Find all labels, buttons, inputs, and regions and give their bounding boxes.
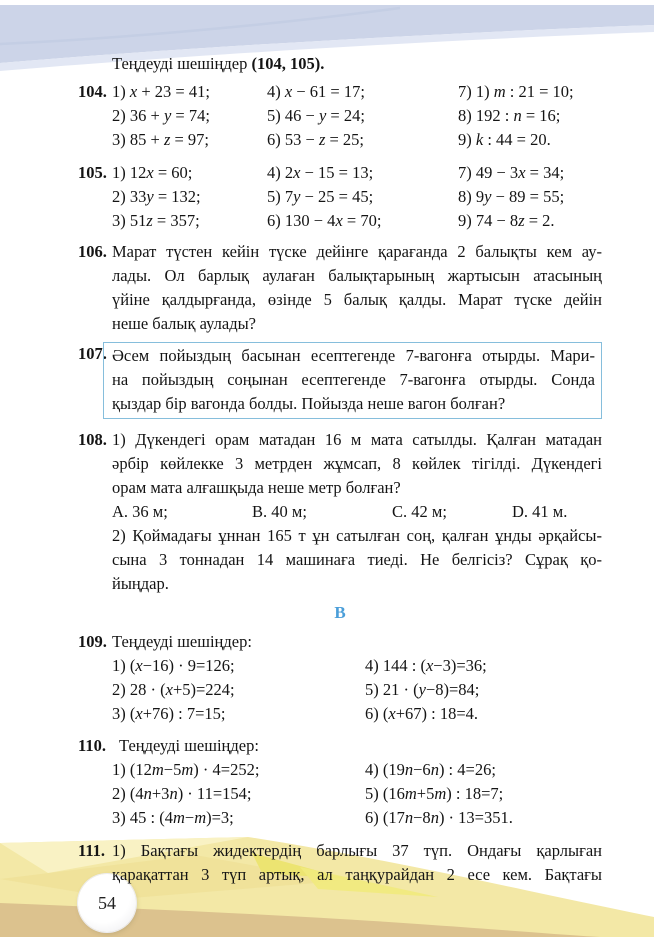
answer-choice: D. 41 м.	[512, 502, 568, 521]
equation-row	[112, 782, 602, 806]
paragraph-line: Марат түстен кейін түске дейінге қарағанда 2 балықты кем ау-	[112, 242, 602, 261]
equation: 3) 45 : (4m−m)=3;	[112, 808, 234, 827]
equation: 7) 1) m : 21 = 10;	[458, 82, 574, 101]
equation: 2) 33y = 132;	[112, 187, 201, 206]
equation: 9) 74 − 8z = 2.	[458, 211, 555, 230]
equation: 3) 85 + z = 97;	[112, 130, 209, 149]
equation-row	[112, 80, 602, 104]
section-header-b: В	[334, 603, 346, 622]
problem-110	[78, 734, 602, 830]
problem-number: 108.	[78, 430, 107, 449]
page-content	[78, 52, 602, 887]
answer-choice: С. 42 м;	[392, 502, 447, 521]
answer-choice: В. 40 м;	[252, 502, 307, 521]
equation-row	[112, 161, 602, 185]
equation: 2) (4n+3n) · 11=154;	[112, 784, 252, 803]
paragraph-line: үйіне қалдырғанда, өзінде 5 балық қалды. Марат түске дейін	[112, 290, 602, 309]
equation: 6) 53 − z = 25;	[267, 130, 364, 149]
problem-105	[78, 161, 602, 233]
equation-row	[112, 806, 602, 830]
equation: 5) 7y − 25 = 45;	[267, 187, 374, 206]
equation: 4) (19n−6n) : 4=26;	[365, 760, 496, 779]
equation: 5) (16m+5m) : 18=7;	[365, 784, 504, 803]
equation: 6) (x+67) : 18=4.	[365, 704, 479, 723]
page-number: 54	[98, 892, 116, 913]
problem-number: 109.	[78, 632, 107, 651]
paragraph-line: Әсем пойыздың басынан есептегенде 7-вагонға отырды. Мари-	[112, 346, 595, 365]
equation: 1) (x−16) · 9=126;	[112, 656, 235, 675]
problem-number: 107.	[78, 344, 107, 363]
problem-108	[78, 428, 602, 596]
equation-row	[112, 209, 602, 233]
equation: 2) 28 · (x+5)=224;	[112, 680, 235, 699]
paragraph-line: сына 3 тоннадан 14 машинаға тиеді. Не белгісіз? Сұрақ қо-	[112, 550, 602, 569]
intro-line	[112, 52, 602, 76]
equation: 6) 130 − 4x = 70;	[267, 211, 382, 230]
paragraph-line: 1) Дүкендегі орам матадан 16 м мата сатылды. Қалған матадан	[112, 430, 602, 449]
paragraph-line: неше балық аулады?	[112, 314, 257, 333]
problem-104	[78, 80, 602, 152]
problem-number: 104.	[78, 82, 107, 101]
equation: 4) 2x − 15 = 13;	[267, 163, 374, 182]
problem-title: Теңдеуді шешіңдер:	[112, 632, 252, 651]
equation: 4) 144 : (x−3)=36;	[365, 656, 487, 675]
equation: 3) 51z = 357;	[112, 211, 200, 230]
equation-row	[112, 104, 602, 128]
equation: 6) (17n−8n) · 13=351.	[365, 808, 513, 827]
problem-number: 106.	[78, 242, 107, 261]
equation-row	[112, 702, 602, 726]
equation-row	[112, 128, 602, 152]
paragraph-line: қыздар бір вагонда болды. Пойызда неше вагон болған?	[112, 394, 506, 413]
paragraph-line: орам мата алғашқыда неше метр болған?	[112, 478, 401, 497]
problem-107	[78, 342, 602, 419]
equation-row	[112, 185, 602, 209]
equation: 8) 9y − 89 = 55;	[458, 187, 565, 206]
problem-107-box	[103, 342, 602, 419]
paragraph-line: на пойыздың соңынан есептегенде 7-вагонға отырды. Сонда	[112, 370, 595, 389]
problem-number: 105.	[78, 163, 107, 182]
paragraph-line: лады. Ол барлық аулаған балықтарының жартысын атасының	[112, 266, 602, 285]
equation: 1) 12x = 60;	[112, 163, 193, 182]
problem-number: 111.	[78, 841, 106, 860]
paragraph-line: 1) Бақтағы жидектердің барлығы 37 түп. Ондағы қарлыған	[112, 841, 602, 860]
intro-text: Теңдеуді шешіңдер	[112, 54, 252, 73]
equation: 9) k : 44 = 20.	[458, 130, 551, 149]
equation: 3) (x+76) : 7=15;	[112, 704, 226, 723]
equation-row	[112, 758, 602, 782]
paragraph-line: йыңдар.	[112, 574, 169, 593]
answer-choice: А. 36 м;	[112, 502, 168, 521]
paragraph-line: қарақаттан 3 түп артық, ал таңқурайдан 2 есе кем. Бақтағы	[112, 865, 602, 884]
equation-row	[112, 654, 602, 678]
paragraph-line: 2) Қоймадағы ұннан 165 т ұн сатылған соң, қалған ұнды әрқайсы-	[112, 526, 602, 545]
equation: 5) 46 − y = 24;	[267, 106, 365, 125]
problem-111	[78, 839, 602, 887]
equation: 4) x − 61 = 17;	[267, 82, 365, 101]
intro-ref: (104, 105).	[251, 54, 325, 73]
equation: 1) x + 23 = 41;	[112, 82, 210, 101]
equation: 7) 49 − 3x = 34;	[458, 163, 565, 182]
paragraph-line: әрбір көйлекке 3 метрден жұмсап, 8 көйлек тігілді. Дүкендегі	[112, 454, 602, 473]
answer-choices	[112, 500, 602, 524]
problem-number: 110.	[78, 736, 106, 755]
equation: 1) (12m−5m) · 4=252;	[112, 760, 260, 779]
problem-106	[78, 240, 602, 336]
equation: 8) 192 : n = 16;	[458, 106, 561, 125]
problem-109	[78, 630, 602, 726]
equation: 5) 21 · (y−8)=84;	[365, 680, 480, 699]
equation-row	[112, 678, 602, 702]
problem-title: Теңдеуді шешіңдер:	[119, 736, 259, 755]
equation: 2) 36 + y = 74;	[112, 106, 210, 125]
